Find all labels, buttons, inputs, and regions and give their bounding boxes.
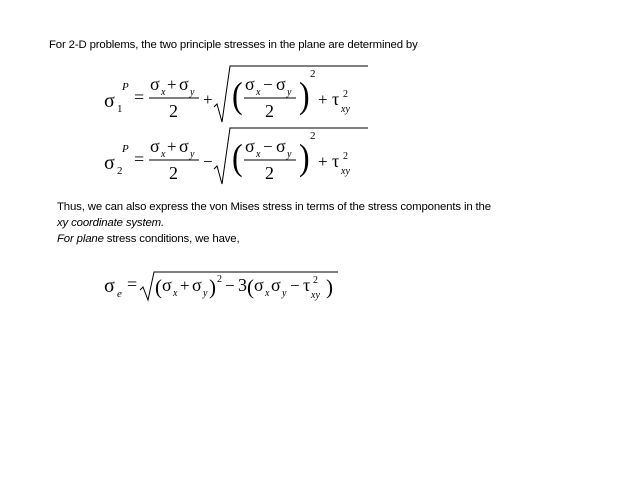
sigma-y-2: σ (271, 275, 281, 295)
numerator-sigma-x: σ (150, 74, 160, 94)
three: 3 (238, 275, 247, 295)
von-mises-explanation (57, 199, 491, 248)
note-line-2: xy coordinate system. (57, 217, 165, 230)
equals-sign: = (134, 149, 145, 169)
numerator-sigma-y: σ (179, 136, 189, 156)
inner-sub-x: x (256, 87, 261, 98)
denominator-two: 2 (169, 163, 178, 183)
minus-sign: − (203, 152, 213, 171)
tau-symbol: τ (332, 89, 340, 109)
close-paren: ) (299, 75, 310, 117)
close-paren: ) (209, 275, 216, 299)
minus-sign: − (225, 276, 235, 295)
plus-tau: + (318, 152, 328, 171)
subscript-2: 2 (117, 165, 123, 177)
open-paren: ( (232, 137, 243, 179)
note-line-3 (57, 231, 491, 247)
tau-superscript-2: 2 (343, 89, 348, 100)
sigma-symbol: σ (104, 152, 115, 174)
tau-symbol: τ (332, 151, 340, 171)
close-paren: ) (299, 137, 310, 179)
inner-sigma-y: σ (276, 74, 286, 94)
numerator-plus: + (167, 137, 177, 156)
inner-minus: − (263, 137, 273, 156)
sub-x: x (173, 288, 178, 299)
numerator-sigma-y: σ (179, 74, 189, 94)
inner-sigma-y: σ (276, 136, 286, 156)
sigma-x-2: σ (254, 275, 264, 295)
close-paren-2: ) (326, 275, 333, 299)
numerator-sigma-x: σ (150, 136, 160, 156)
numerator-plus: + (167, 75, 177, 94)
principal-stress-1-equation (100, 64, 370, 126)
tau-superscript-2: 2 (313, 275, 318, 286)
squared-exponent: 2 (310, 130, 316, 142)
numerator-sub-x: x (161, 87, 166, 98)
principal-stress-2-equation (100, 126, 370, 188)
note-line-1: Thus, we can also express the von Mises stress in terms of the stress components in the (57, 201, 491, 213)
equals-sign: = (134, 87, 145, 107)
superscript-p: P (122, 143, 129, 155)
sigma-x: σ (162, 275, 172, 295)
sub-x-2: x (265, 288, 270, 299)
sigma-symbol: σ (104, 90, 115, 112)
numerator-sub-y: y (190, 149, 195, 160)
tau-subscript-xy: xy (341, 166, 350, 177)
tau-superscript-2: 2 (343, 151, 348, 162)
inner-sigma-x: σ (245, 136, 255, 156)
tau-subscript-xy: xy (311, 290, 320, 301)
inner-sub-y: y (287, 87, 292, 98)
sigma-y: σ (192, 275, 202, 295)
open-paren-2: ( (247, 275, 254, 299)
superscript-p: P (122, 81, 129, 93)
von-mises-equation (100, 268, 350, 304)
denominator-two: 2 (169, 101, 178, 121)
inner-minus: − (263, 75, 273, 94)
tau-subscript-xy: xy (341, 104, 350, 115)
inner-sigma-x: σ (245, 74, 255, 94)
subscript-1: 1 (117, 103, 123, 115)
inner-sub-y: y (287, 149, 292, 160)
subscript-e: e (117, 288, 122, 300)
squared-exponent: 2 (310, 68, 316, 80)
note-line-3-rest: stress conditions, we have, (103, 233, 240, 246)
inner-denominator-two: 2 (265, 101, 274, 121)
inner-sub-x: x (256, 149, 261, 160)
plus-tau: + (318, 90, 328, 109)
plus-sign: + (180, 276, 190, 295)
squared-exponent: 2 (217, 274, 222, 285)
inner-denominator-two: 2 (265, 163, 274, 183)
numerator-sub-y: y (190, 87, 195, 98)
note-line-3-italic: For plane (57, 233, 104, 246)
plus-sign: + (203, 90, 213, 109)
intro-text: For 2-D problems, the two principle stresses in the plane are determined by (49, 39, 418, 51)
open-paren: ( (232, 75, 243, 117)
numerator-sub-x: x (161, 149, 166, 160)
equals-sign: = (127, 274, 138, 294)
minus-sign-2: − (290, 276, 300, 295)
tau-symbol: τ (303, 275, 311, 295)
open-paren: ( (155, 275, 162, 299)
sigma-e-symbol: σ (104, 275, 115, 297)
sub-y-2: y (282, 288, 287, 299)
sub-y: y (203, 288, 208, 299)
